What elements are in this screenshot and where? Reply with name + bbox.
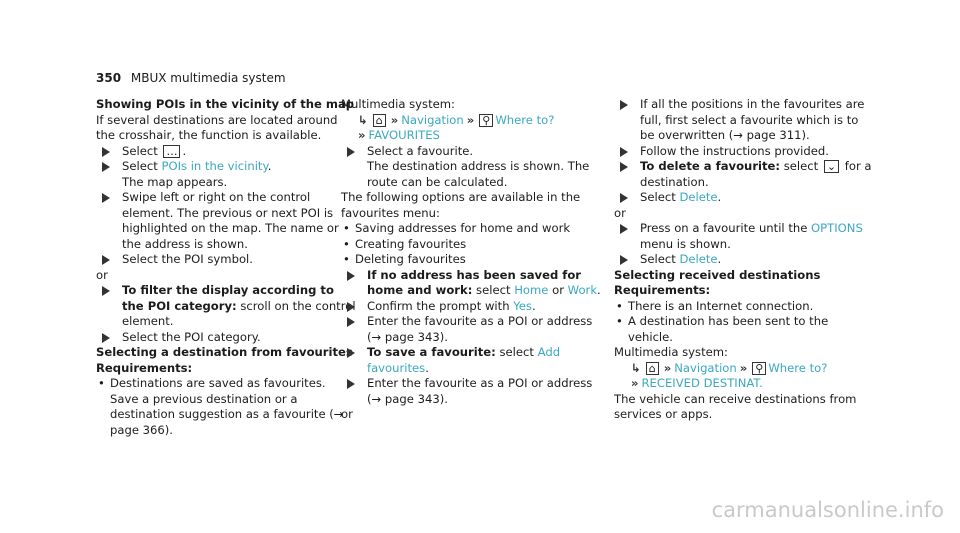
requirements-label: Requirements:	[96, 360, 193, 375]
header-title: MBUX multimedia system	[130, 71, 286, 85]
step: To save a favourite: select Add favourites.	[341, 345, 603, 376]
requirement-detail: Save a previous destination or a destination suggestion as a favourite (→ page 366).	[110, 391, 344, 437]
chevron-icon: »	[390, 112, 399, 127]
step: Select Delete.	[614, 252, 876, 268]
column-2	[341, 97, 603, 423]
search-icon: ⚲	[752, 362, 766, 375]
home-icon: ⌂	[646, 362, 659, 375]
step: Select a favourite. The destination address is shown. The route can be calculated.	[341, 144, 603, 191]
requirements-label: Requirements:	[614, 283, 711, 297]
chevron-icon: »	[663, 360, 672, 375]
or-text: or	[341, 407, 353, 421]
step: Follow the instructions provided.	[614, 144, 876, 160]
chevron-icon: »	[739, 360, 748, 375]
intro-text: If several destinations are located around the crosshair, the function is available.	[96, 112, 338, 142]
home-icon: ⌂	[373, 114, 386, 127]
step: Select … .	[96, 144, 358, 160]
section-heading: Selecting a destination from favourites	[96, 345, 353, 359]
or-text: or	[614, 205, 626, 220]
chevron-down-icon: ⌄	[824, 160, 839, 173]
step: Enter the favourite as a POI or address (→ page 343).	[341, 314, 603, 345]
step: To filter the display according to the POI category: scroll on the control element.	[96, 283, 358, 330]
list-item: • Deleting favourites	[341, 252, 603, 268]
list-item: • Saving addresses for home and work	[341, 221, 603, 237]
step: Confirm the prompt with Yes.	[341, 299, 603, 315]
search-icon: ⚲	[479, 114, 493, 127]
chevron-icon: »	[358, 128, 366, 142]
options-intro: The following options are available in the favourites menu:	[341, 190, 581, 220]
menu-item-pois-vicinity: POIs in the vicinity	[161, 159, 268, 173]
requirement-item: • Destinations are saved as favourites.	[96, 376, 358, 392]
list-item: • Creating favourites	[341, 237, 603, 253]
step: To delete a favourite: select ⌄ for a destination.	[614, 159, 876, 190]
step: Swipe left or right on the control element. The previous or next POI is highlighted on the map. The name or the address is shown.	[96, 190, 358, 252]
column-1	[96, 97, 358, 438]
page-header	[96, 71, 286, 85]
chevron-icon: »	[466, 112, 475, 127]
requirement-item: • There is an Internet connection.	[614, 299, 876, 315]
intro-text: Multimedia system:	[341, 97, 455, 111]
arrow-icon: ↳	[631, 360, 641, 375]
watermark: carmanualsonline.info	[711, 498, 944, 522]
column-3	[614, 97, 876, 423]
outro-text: The vehicle can receive destinations from services or apps.	[614, 391, 857, 421]
section-heading: Showing POIs in the vicinity of the map	[96, 97, 355, 111]
menu-path: ↳ ⌂ » Navigation » ⚲ Where to? » RECEIVED DESTINAT.	[631, 360, 828, 390]
chevron-icon: »	[631, 376, 639, 390]
arrow-icon: ↳	[358, 112, 368, 127]
step: If no address has been saved for home and work: select Home or Work.	[341, 268, 603, 299]
page-number: 350	[96, 71, 122, 85]
or-text: or	[96, 267, 108, 282]
menu-path: ↳ ⌂ » Navigation » ⚲ Where to? » FAVOURITES	[358, 112, 555, 142]
step: Enter the favourite as a POI or address (→ page 343).	[341, 376, 603, 407]
more-options-icon: …	[163, 145, 180, 158]
step: If all the positions in the favourites are full, first select a favourite which is to be overwritten (→ page 311).	[614, 97, 876, 144]
step: Select POIs in the vicinity. The map appears.	[96, 159, 358, 190]
intro-text: Multimedia system:	[614, 345, 728, 359]
step: Select the POI category.	[96, 330, 358, 346]
step: Select the POI symbol.	[96, 252, 358, 268]
requirement-item: • A destination has been sent to the vehicle.	[614, 314, 876, 345]
section-heading: Selecting received destinations	[614, 267, 821, 282]
step: Press on a favourite until the OPTIONS menu is shown.	[614, 221, 876, 252]
step: Select Delete.	[614, 190, 876, 206]
